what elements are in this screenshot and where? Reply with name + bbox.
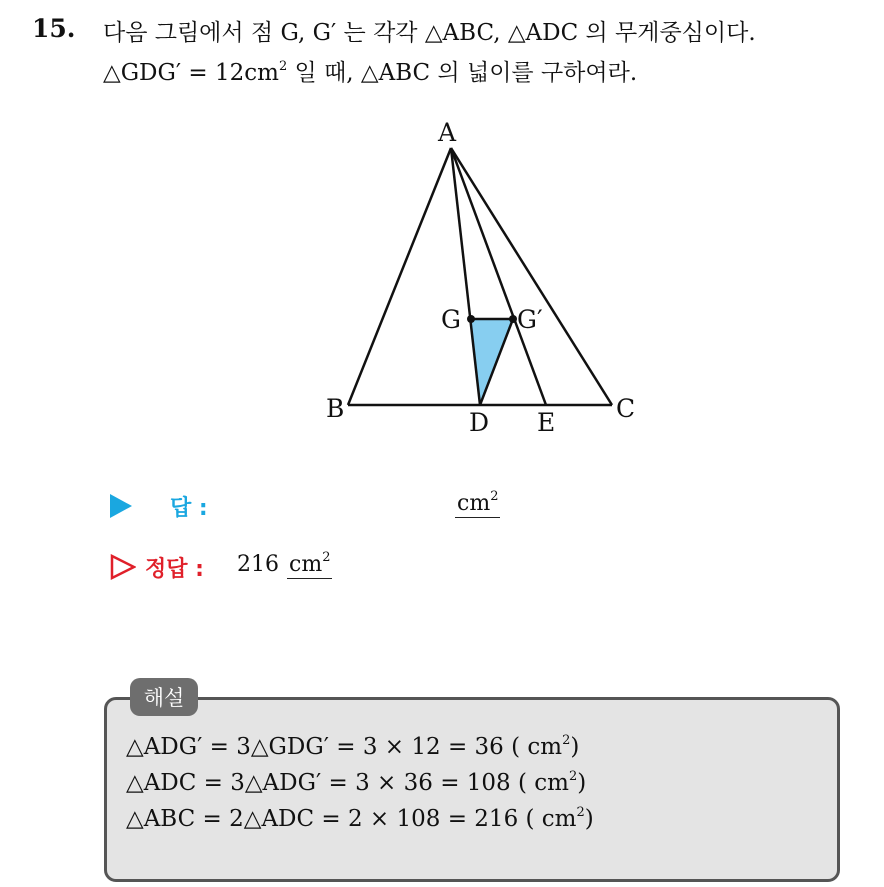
solution-line-tail: ) (577, 770, 587, 796)
superscript: 2 (278, 59, 288, 74)
correct-answer-row (110, 552, 510, 584)
question-text-line1: 다음 그림에서 점 G, G′ 는 각각 △ABC, △ADC 의 무게중심이다. (103, 20, 756, 46)
unit-text: cm (289, 552, 323, 577)
question-area-given: △GDG′ = 12cm (103, 60, 279, 86)
unit-text: cm (457, 491, 491, 516)
answer-label: 답 : (170, 496, 208, 521)
solution-line-text: △ADG′ = 3△GDG′ = 3 × 12 = 36 ( cm (126, 734, 563, 760)
label-e: E (537, 408, 556, 437)
label-g: G (441, 305, 461, 334)
superscript: 2 (568, 769, 578, 784)
point-g2 (509, 315, 517, 323)
question-number: 15. (32, 14, 76, 43)
play-solid-icon (110, 494, 132, 518)
solution-tag: 해설 (130, 678, 198, 716)
superscript: 2 (322, 550, 331, 565)
label-d: D (469, 408, 490, 437)
solution-line-text: △ABC = 2△ADC = 2 × 108 = 216 ( cm (126, 806, 577, 832)
superscript: 2 (490, 489, 499, 504)
answer-unit[interactable] (455, 491, 500, 518)
correct-answer-unit (287, 552, 332, 579)
question-ask: 일 때, △ABC 의 넓이를 구하여라. (287, 60, 638, 86)
label-a: A (438, 118, 457, 147)
label-g-prime: G′ (517, 305, 543, 334)
solution-line-tail: ) (584, 806, 594, 832)
answer-row (110, 491, 530, 521)
side-ab (348, 148, 451, 405)
solution-line (126, 806, 594, 832)
superscript: 2 (562, 733, 571, 748)
label-b: B (326, 394, 345, 423)
correct-answer-label: 정답 : (145, 557, 204, 582)
point-g (467, 315, 475, 323)
superscript: 2 (576, 805, 585, 820)
solution-line (126, 770, 586, 796)
solution-line-text: △ADC = 3△ADG′ = 3 × 36 = 108 ( cm (126, 770, 569, 796)
solution-line (126, 734, 579, 760)
play-outline-icon (110, 554, 136, 580)
solution-line-tail: ) (570, 734, 580, 760)
label-c: C (616, 394, 636, 423)
correct-answer-value: 216 (237, 552, 279, 577)
